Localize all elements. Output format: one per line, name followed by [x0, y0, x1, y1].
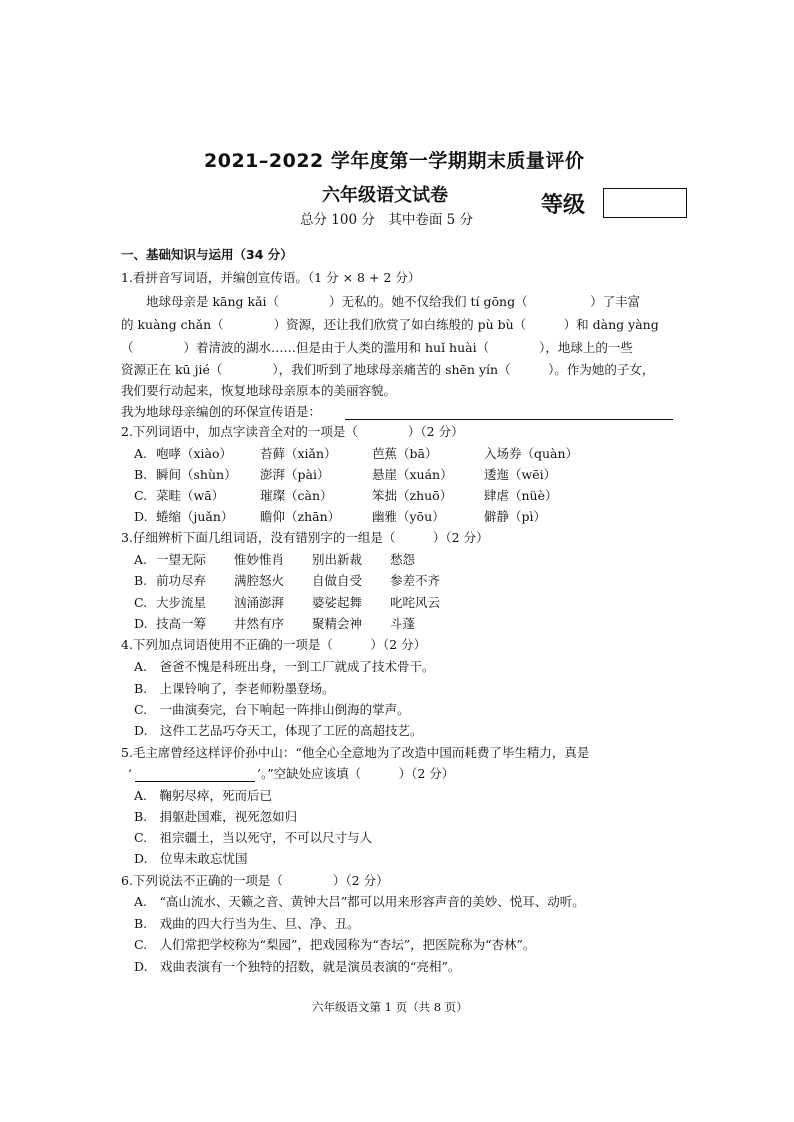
q5-option-d: D. 位卑未敢忘忧国: [134, 851, 248, 866]
q1-line-3: （ ）着清波的湖水……但是由于人类的滥用和 huǐ huài（ ），地球上的一些: [121, 340, 633, 355]
q4-option-d: D. 这件工艺品巧夺天工，体现了工匠的高超技艺。: [134, 723, 423, 738]
option-letter: A.: [134, 446, 148, 461]
word: 芭蕉（bā）: [372, 446, 438, 461]
q6-option-c: C. 人们常把学校称为“梨园”，把戏园称为“杏坛”，把医院称为“杏林”。: [134, 937, 536, 952]
option-letter: C.: [134, 488, 148, 503]
q1-line-6: 我为地球母亲编创的环保宣传语是：: [121, 404, 322, 419]
q5-option-a: A. 鞠躬尽瘁，死而后已: [134, 788, 273, 803]
word: 大步流星: [156, 595, 207, 610]
q2-stem: 2.下列词语中，加点字读音全对的一项是（ ）（2 分）: [121, 424, 464, 439]
word: 咆哮（xiào）: [156, 446, 233, 461]
word: 蜷缩（juǎn）: [156, 509, 234, 524]
word: 斗蓬: [390, 616, 416, 631]
score-info: 总分 100 分 其中卷面 5 分: [300, 212, 474, 228]
word: 澎湃（pài）: [260, 467, 330, 482]
word: 前功尽弃: [156, 573, 207, 588]
word: 瞬间（shùn）: [156, 467, 237, 482]
q4-option-b: B. 上课铃响了，李老师粉墨登场。: [134, 681, 335, 696]
word: 僻静（pì）: [484, 509, 546, 524]
q4-option-c: C. 一曲演奏完，台下响起一阵排山倒海的掌声。: [134, 702, 410, 717]
word: 自做自受: [312, 573, 363, 588]
q4-option-a: A. 爸爸不愧是科班出身，一到工厂就成了技术骨干。: [134, 659, 435, 674]
q5-option-c: C. 祖宗疆土，当以死守，不可以尺寸与人: [134, 830, 373, 845]
q1-line-5: 我们要行动起来，恢复地球母亲原本的美丽容貌。: [121, 383, 397, 398]
q1-line-1: 地球母亲是 kāng kǎi（ ）无私的。她不仅给我们 tí gōng（ ）了丰富: [121, 294, 641, 309]
option-letter: B.: [134, 573, 148, 588]
q6-option-a: A. “高山流水、天籁之音、黄钟大吕”都可以用来形容声音的美妙、悦耳、动听。: [134, 894, 585, 909]
word: 愁怨: [390, 552, 416, 567]
q5-option-b: B. 捐躯赴国难，视死忽如归: [134, 809, 298, 824]
word: 逶迤（wēi）: [484, 467, 557, 482]
q5-stem: 5.毛主席曾经这样评价孙中山：“他全心全意地为了改造中国而耗费了毕生精力，真是: [121, 745, 590, 760]
word: 汹涌澎湃: [234, 595, 285, 610]
q1-line-2: 的 kuàng chǎn（ ）资源，还让我们欣赏了如白练般的 pù bù（ ）和 dàng yàng: [121, 317, 659, 332]
word: 苔藓（xiǎn）: [260, 446, 337, 461]
word: 肆虐（nüè）: [484, 488, 558, 503]
word: 入场券（quàn）: [484, 446, 579, 461]
option-letter: D.: [134, 509, 148, 524]
q1-line-4: 资源正在 kū jié（ ），我们听到了地球母亲痛苦的 shēn yín（ ）。作为她的子女，: [121, 362, 655, 377]
exam-subtitle: 六年级语文试卷: [322, 185, 448, 206]
word: 惟妙惟肖: [234, 552, 285, 567]
q3-stem: 3.仔细辨析下面几组词语，没有错别字的一组是（ ）（2 分）: [121, 530, 489, 545]
q1-stem: 1.看拼音写词语，并编创宣传语。（1 分 × 8 + 2 分）: [121, 270, 421, 285]
word: 参差不齐: [390, 573, 441, 588]
page-footer: 六年级语文第 1 页（共 8 页）: [312, 1000, 468, 1014]
q6-option-d: D. 戏曲表演有一个独特的招数，就是演员表演的“亮相”。: [134, 959, 461, 974]
word: 聚精会神: [312, 616, 363, 631]
option-letter: B.: [134, 467, 148, 482]
option-letter: A.: [134, 552, 148, 567]
word: 笨拙（zhuō）: [372, 488, 453, 503]
word: 菜畦（wā）: [156, 488, 225, 503]
option-letter: D.: [134, 616, 148, 631]
grade-label: 等级: [541, 193, 586, 218]
q5-blank-line[interactable]: [135, 780, 255, 782]
word: 技高一筹: [156, 616, 207, 631]
word: 井然有序: [234, 616, 285, 631]
grade-box[interactable]: [603, 188, 687, 218]
q6-option-b: B. 戏曲的四大行当为生、旦、净、丑。: [134, 916, 360, 931]
q5-quote-open: ‘: [128, 766, 132, 781]
word: 别出新裁: [312, 552, 363, 567]
slogan-answer-line[interactable]: [345, 418, 673, 420]
option-letter: C.: [134, 595, 148, 610]
word: 满腔怒火: [234, 573, 285, 588]
word: 璀璨（càn）: [260, 488, 333, 503]
word: 婆娑起舞: [312, 595, 363, 610]
q5-stem-cont: ’。”空缺处应该填（ ）（2 分）: [257, 766, 455, 781]
word: 一望无际: [156, 552, 207, 567]
q4-stem: 4.下列加点词语使用不正确的一项是（ ）（2 分）: [121, 637, 427, 652]
word: 悬崖（xuán）: [372, 467, 453, 482]
section-heading: 一、基础知识与运用（34 分）: [121, 247, 293, 262]
q6-stem: 6.下列说法不正确的一项是（ ）（2 分）: [121, 873, 389, 888]
word: 瞻仰（zhān）: [260, 509, 341, 524]
exam-title: 2021–2022 学年度第一学期期末质量评价: [204, 150, 585, 172]
word: 叱咤风云: [390, 595, 441, 610]
word: 幽雅（yōu）: [372, 509, 445, 524]
